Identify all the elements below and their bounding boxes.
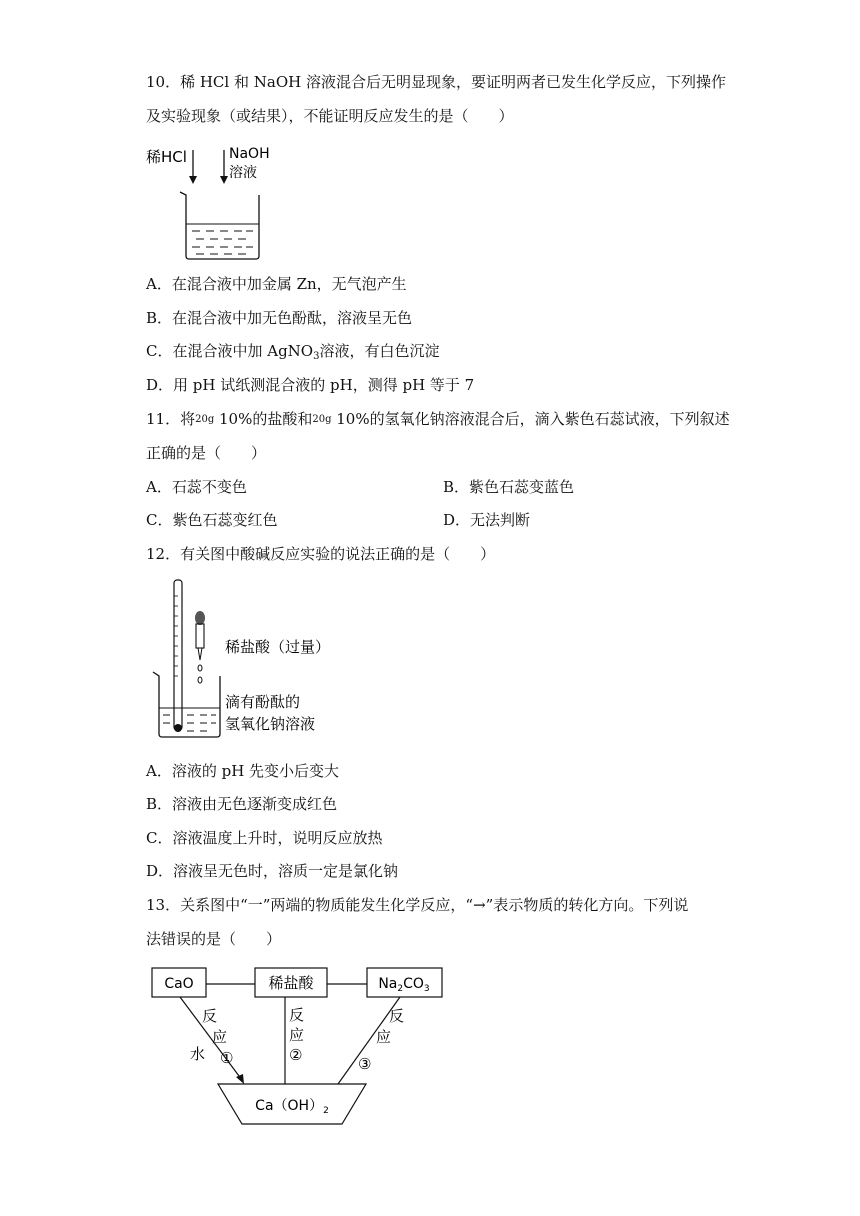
q10-liquid-hatching: [192, 231, 253, 254]
q12-fig-solution-label-1: 滴有酚酞的: [225, 693, 301, 711]
q12-stem-line1: 12．有关图中酸碱反应实验的说法正确的是（ ）: [146, 545, 496, 563]
q13-r2-number: ②: [289, 1046, 303, 1064]
q12-beaker-icon: [153, 672, 220, 737]
q13-box-caoh2-label: $Ca(OH)_2$: [255, 1098, 329, 1116]
q13-r1-label-a: 反: [202, 1007, 218, 1025]
q10-arrow-down-icon: [189, 176, 197, 184]
q13-arrow-icon: [236, 1074, 244, 1084]
q10-stem-line2: 及实验现象（或结果），不能证明反应发生的是（ ）: [146, 107, 514, 125]
q10-option-d[interactable]: D．用 pH 试纸测混合液的 pH，测得 pH 等于 7: [146, 376, 475, 394]
q13-box-hcl-label: 稀盐酸: [268, 974, 314, 992]
q11-mass-1: 20g: [195, 414, 215, 425]
q12-option-b[interactable]: B．溶液由无色逐渐变成红色: [146, 795, 338, 813]
q12-dropper-bulb-icon: [195, 611, 205, 625]
q11-stem-line2: 正确的是（ ）: [146, 444, 267, 462]
q11-option-a[interactable]: A．石蕊不变色: [146, 478, 247, 496]
q10-option-c-subscript: 3: [313, 351, 320, 362]
q10-fig-solution-label: 溶液: [229, 165, 257, 181]
q13-r1-water-label: 水: [190, 1045, 206, 1063]
q10-option-c-text-2: 溶液，有白色沉淀: [319, 342, 440, 360]
q11-stem-part3: 10%的氢氧化钠溶液混合后，滴入紫色石蕊试液，下列叙述: [331, 410, 730, 428]
q12-dropper-icon: [196, 624, 204, 648]
q11-option-d[interactable]: D．无法判断: [443, 511, 531, 529]
q11-option-b[interactable]: B．紫色石蕊变蓝色: [443, 478, 575, 496]
q10-fig-naoh-label: NaOH: [229, 146, 270, 162]
q13-r3-label-b: 应: [376, 1028, 392, 1046]
q13-r2-label-b: 应: [289, 1026, 305, 1044]
q13-r1-number: ①: [220, 1049, 234, 1067]
q12-fig-acid-label: 稀盐酸（过量）: [225, 638, 331, 656]
q12-option-d[interactable]: D．溶液呈无色时，溶质一定是氯化钠: [146, 862, 399, 880]
q12-option-c[interactable]: C．溶液温度上升时，说明反应放热: [146, 829, 383, 847]
q10-option-c[interactable]: [146, 341, 440, 367]
q10-fig-hcl-label: 稀HCl: [146, 148, 187, 166]
q13-stem-line1: 13．关系图中“一”两端的物质能发生化学反应，“→”表示物质的转化方向。下列说: [146, 896, 689, 914]
q12-titration-figure: [145, 576, 345, 746]
q13-box-na2co3-label: $Na_2CO_3$: [378, 976, 430, 994]
q12-fig-solution-label-2: 氢氧化钠溶液: [225, 715, 316, 733]
q13-r1-label-b: 应: [212, 1028, 228, 1046]
q13-stem-line2: 法错误的是（ ）: [146, 930, 282, 948]
q10-option-c-text: C．在混合液中加 AgNO: [146, 342, 314, 360]
q11-mass-2: 20g: [312, 414, 332, 425]
q10-option-b[interactable]: B．在混合液中加无色酚酞，溶液呈无色: [146, 309, 413, 327]
q12-drop-icon: [198, 665, 202, 671]
q10-beaker-figure: [140, 140, 290, 270]
q11-option-c[interactable]: C．紫色石蕊变红色: [146, 511, 278, 529]
q10-option-a[interactable]: A．在混合液中加金属 Zn，无气泡产生: [146, 275, 407, 293]
q12-option-a[interactable]: A．溶液的 pH 先变小后变大: [146, 762, 340, 780]
q10-arrow-down-icon-2: [220, 176, 228, 184]
q10-beaker-icon: [180, 192, 259, 259]
q13-r3-number: ③: [358, 1055, 372, 1073]
q13-box-cao-label: CaO: [164, 976, 194, 992]
q11-stem-part1: 11．将: [146, 410, 196, 428]
q10-stem-line1: 10．稀 HCl 和 NaOH 溶液混合后无明显现象，要证明两者已发生化学反应，下列操作: [146, 73, 726, 91]
q13-r3-label-a: 反: [389, 1007, 405, 1025]
q11-stem-line1: [146, 409, 730, 430]
q13-relation-diagram: [140, 960, 460, 1135]
q13-r2-label-a: 反: [289, 1006, 305, 1024]
q11-stem-part2: 10%的盐酸和: [214, 410, 313, 428]
